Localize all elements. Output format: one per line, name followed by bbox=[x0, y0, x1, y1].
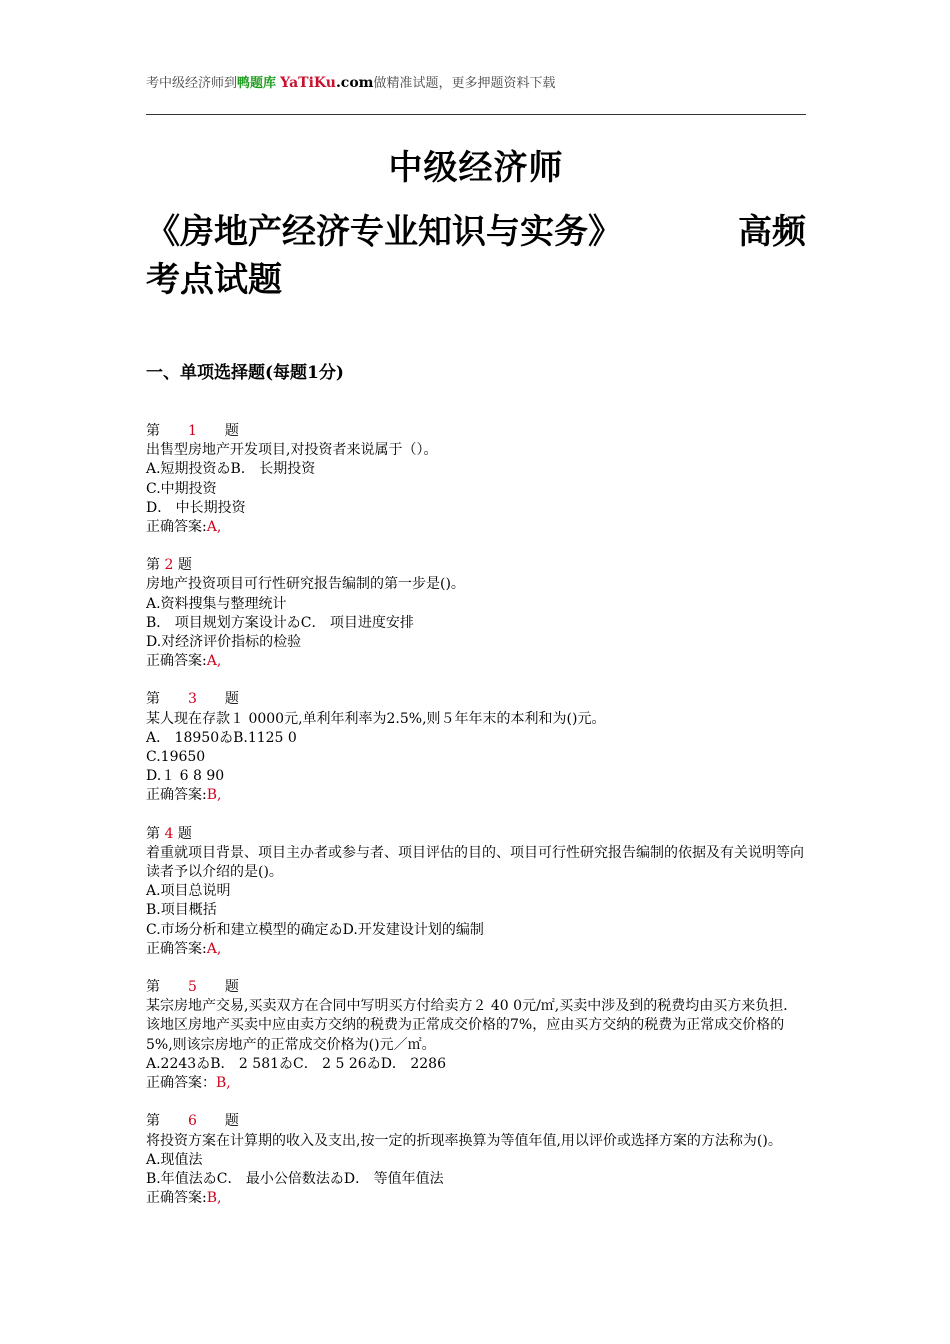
question-number bbox=[146, 556, 806, 575]
question-option: B.项目概括 bbox=[146, 902, 217, 919]
question-number bbox=[146, 978, 806, 997]
question-text: 出售型房地产开发项目,对投资者来说属于（）。 bbox=[146, 442, 438, 459]
question-option: A.现值法 bbox=[146, 1151, 203, 1168]
correct-answer-value: B, bbox=[206, 787, 222, 804]
correct-answer bbox=[146, 786, 806, 805]
question-text: 着重就项目背景、项目主办者或参与者、项目评估的目的、项目可行性研究报告编制的依据及有关说明等向读者予以介绍的是()。 bbox=[146, 844, 804, 881]
question-number-value: 4 bbox=[164, 825, 174, 842]
correct-answer-value: A, bbox=[206, 653, 222, 670]
question-option: A． 18950ゐB.1125 0 bbox=[146, 729, 297, 746]
question-number bbox=[146, 422, 806, 441]
question-item bbox=[146, 556, 806, 671]
question-number-value: 3 bbox=[188, 691, 197, 708]
header-prefix: 考中级经济师到 bbox=[146, 76, 238, 91]
question-number-prefix: 第 bbox=[146, 979, 160, 996]
question-option: A.资料搜集与整理统计 bbox=[146, 595, 287, 612]
correct-answer-label: 正确答案: bbox=[146, 653, 207, 670]
question-number bbox=[146, 690, 806, 709]
header-divider bbox=[146, 114, 806, 115]
question-item bbox=[146, 422, 806, 537]
question-option: B.年值法ゐC． 最小公倍数法ゐD． 等值年值法 bbox=[146, 1170, 444, 1187]
question-item bbox=[146, 978, 806, 1093]
header-brand-domain[interactable]: .com bbox=[335, 75, 374, 91]
question-number bbox=[146, 1112, 806, 1131]
doc-title-line2-main: 《房地产经济专业知识与实务》 bbox=[146, 212, 622, 252]
page-header bbox=[146, 72, 806, 91]
correct-answer-label: 正确答案: bbox=[146, 519, 207, 536]
question-text: 将投资方案在计算期的收入及支出,按一定的折现率换算为等值年值,用以评价或选择方案的方法称为()。 bbox=[146, 1132, 782, 1149]
question-text: 某宗房地产交易,买卖双方在合同中写明买方付给卖方２ 40 0元/㎡,买卖中涉及到的税费均由买方来负担． 该地区房地产买卖中应由卖方交纳的税费为正常成交价格的7%，应由买方交纳的税费为正常成交价格的5%,则该宗房地产的正常成交价格为()元／㎡。 bbox=[146, 998, 798, 1053]
correct-answer-label: 正确答案: bbox=[146, 1190, 207, 1207]
question-number-suffix: 题 bbox=[224, 979, 239, 996]
doc-title-line2-right: 高频 bbox=[738, 212, 806, 252]
correct-answer-value: B, bbox=[206, 1190, 222, 1207]
question-item bbox=[146, 825, 806, 959]
question-option: D.１ 6 8 90 bbox=[146, 768, 225, 785]
correct-answer bbox=[146, 1189, 806, 1208]
correct-answer-label: 正确答案: bbox=[146, 940, 207, 957]
header-suffix: 做精准试题，更多押题资料下载 bbox=[373, 76, 556, 91]
doc-title-line3: 考点试题 bbox=[146, 260, 282, 300]
correct-answer-value: B, bbox=[216, 1075, 231, 1092]
correct-answer bbox=[146, 940, 806, 959]
question-option: D.对经济评价指标的检验 bbox=[146, 634, 302, 651]
section-heading: 一、单项选择题(每题1分) bbox=[146, 363, 344, 383]
question-number-value: 5 bbox=[188, 979, 197, 996]
correct-answer-value: A, bbox=[206, 940, 222, 957]
question-item bbox=[146, 690, 806, 805]
question-text: 房地产投资项目可行性研究报告编制的第一步是()。 bbox=[146, 576, 465, 593]
question-list bbox=[146, 422, 806, 1227]
question-option: A.项目总说明 bbox=[146, 883, 231, 900]
doc-title-block bbox=[146, 208, 806, 304]
header-brand-cn[interactable]: 鸭题库 bbox=[237, 76, 277, 91]
correct-answer-label: 正确答案： bbox=[146, 1075, 216, 1092]
question-number-suffix: 题 bbox=[177, 825, 192, 842]
correct-answer bbox=[146, 1074, 806, 1093]
question-option: C.市场分析和建立模型的确定ゐD.开发建设计划的编制 bbox=[146, 921, 484, 938]
question-option: A.2243ゐB． 2 581ゐC． 2 5 26ゐD． 2286 bbox=[146, 1055, 447, 1072]
question-number-suffix: 题 bbox=[224, 423, 239, 439]
question-number-suffix: 题 bbox=[224, 1113, 239, 1130]
question-number-prefix: 第 bbox=[146, 423, 160, 439]
question-option: B． 项目规划方案设计ゐC． 项目进度安排 bbox=[146, 614, 414, 631]
question-number-suffix: 题 bbox=[224, 691, 239, 708]
question-number bbox=[146, 825, 806, 844]
correct-answer-label: 正确答案: bbox=[146, 787, 207, 804]
question-number-suffix: 题 bbox=[177, 557, 192, 574]
question-text: 某人现在存款１ 0000元,单利年利率为2.5%,则５年年末的本利和为()元。 bbox=[146, 710, 606, 727]
question-number-prefix: 第 bbox=[146, 557, 160, 574]
question-option: A.短期投资ゐB． 长期投资 bbox=[146, 461, 316, 478]
correct-answer bbox=[146, 652, 806, 671]
question-item bbox=[146, 1112, 806, 1208]
question-number-value: 6 bbox=[188, 1113, 197, 1130]
question-number-prefix: 第 bbox=[146, 691, 160, 708]
question-option: C.中期投资 bbox=[146, 480, 217, 497]
question-option: C.19650 bbox=[146, 749, 206, 766]
question-option: D． 中长期投资 bbox=[146, 499, 246, 516]
doc-title-line1: 中级经济师 bbox=[388, 148, 564, 188]
header-brand-en[interactable]: YaTiKu bbox=[280, 75, 336, 91]
question-number-value: 2 bbox=[164, 557, 174, 574]
question-number-prefix: 第 bbox=[146, 1113, 160, 1130]
correct-answer-value: A, bbox=[206, 519, 222, 536]
question-number-prefix: 第 bbox=[146, 825, 160, 842]
question-number-value: 1 bbox=[188, 423, 197, 439]
correct-answer bbox=[146, 518, 806, 537]
